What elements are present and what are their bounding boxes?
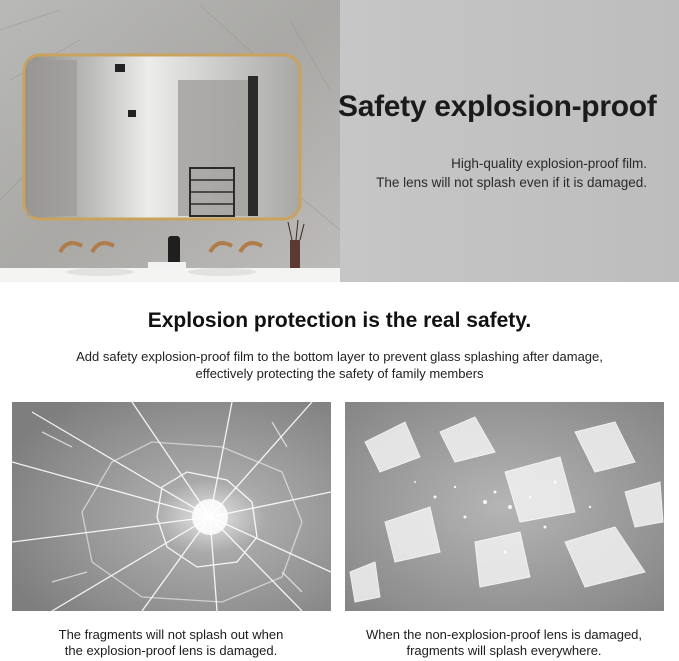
bathroom-mirror-image bbox=[0, 0, 340, 282]
caption-line: When the non-explosion-proof lens is damaged, bbox=[365, 627, 643, 642]
caption-line: The fragments will not splash out when bbox=[58, 627, 284, 642]
hero-title: Safety explosion-proof bbox=[338, 90, 657, 123]
caption-non-explosion-proof bbox=[339, 627, 669, 659]
section-description-line: Add safety explosion-proof film to the bottom layer to prevent glass splashing after damage, bbox=[76, 349, 603, 364]
hero-description-line: The lens will not splash even if it is damaged. bbox=[376, 175, 647, 190]
cracked-glass-intact-image bbox=[12, 402, 331, 611]
section-title: Explosion protection is the real safety. bbox=[147, 309, 532, 332]
hero-description-line: High-quality explosion-proof film. bbox=[451, 156, 647, 171]
caption-explosion-proof bbox=[6, 627, 336, 659]
hero-description bbox=[376, 154, 647, 192]
caption-line: the explosion-proof lens is damaged. bbox=[64, 643, 278, 658]
section-description-line: effectively protecting the safety of family members bbox=[195, 366, 484, 381]
shattered-glass-splash-image bbox=[345, 402, 664, 611]
hero-banner bbox=[0, 0, 679, 282]
caption-line: fragments will splash everywhere. bbox=[406, 643, 602, 658]
section-description bbox=[0, 348, 679, 382]
